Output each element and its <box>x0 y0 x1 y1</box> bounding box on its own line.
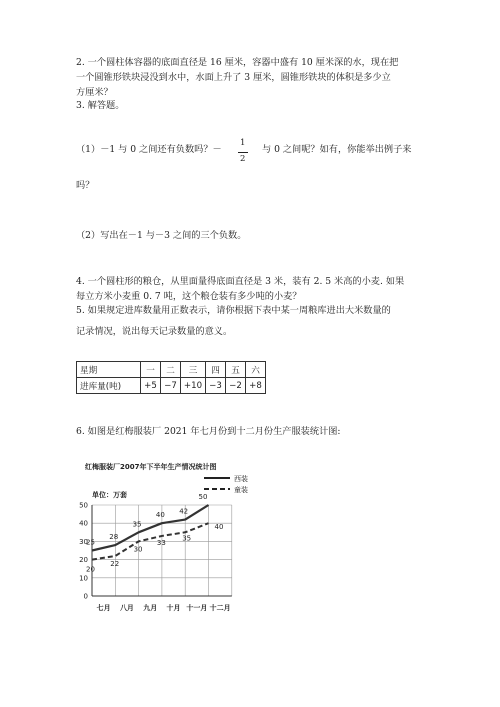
data-label: 25 <box>86 538 95 547</box>
q3-part2: （2）写出在－1 与－3 之间的三个负数。 <box>76 230 247 241</box>
x-tick-label: 十二月 <box>209 604 231 612</box>
table-cell-value: +10 <box>181 378 206 394</box>
q3-part1-after: 与 0 之间呢？如有，你能举出例子来 <box>262 144 412 155</box>
y-tick-label: 50 <box>79 501 88 510</box>
data-label: 30 <box>133 545 143 554</box>
table-cell-value: +8 <box>246 378 266 394</box>
q2-line-1: 2. 一个圆柱体容器的底面直径是 16 厘米，容器中盛有 10 厘米深的水，现在把 <box>76 57 399 68</box>
q2-line-2: 一个圆锥形铁块浸没到水中，水面上升了 3 厘米，圆锥形铁块的体积是多少立 <box>76 72 391 83</box>
q5-line-2: 记录情况，说出每天记录数量的意义。 <box>76 326 233 337</box>
table-cell-day: 二 <box>161 362 181 378</box>
chart-title: 红梅服装厂2007年下半年生产情况统计图 <box>85 463 217 471</box>
chart-unit-label: 单位：万套 <box>92 491 127 499</box>
table-header-quantity: 进库量(吨) <box>77 378 141 394</box>
y-tick-label: 10 <box>79 574 88 583</box>
x-tick-label: 八月 <box>119 604 134 612</box>
q5-line-1: 5. 如果规定进库数量用正数表示，请你根据下表中某一周粮库进出大米数量的 <box>76 305 391 316</box>
y-tick-label: 0 <box>83 592 88 601</box>
data-label: 33 <box>156 538 166 547</box>
q4-line-2: 每立方米小麦重 0. 7 吨，这个粮仓装有多少吨的小麦？ <box>76 291 302 302</box>
data-label: 40 <box>214 523 224 532</box>
table-cell-day: 三 <box>181 362 206 378</box>
q4-line-1: 4. 一个圆柱形的粮仓，从里面量得底面直径是 3 米，装有 2. 5 米高的小麦. 如果 <box>76 276 405 287</box>
table-cell-day: 一 <box>141 362 161 378</box>
table-cell-day: 五 <box>226 362 246 378</box>
y-tick-label: 40 <box>79 519 88 528</box>
table-cell-value: −7 <box>161 378 181 394</box>
legend-label-series-2: 童装 <box>234 486 248 494</box>
q3-fraction-denominator: 2 <box>240 154 246 164</box>
table-cell-value: −2 <box>226 378 246 394</box>
q6-text: 6. 如图是红梅服装厂 2021 年七月份到十二月份生产服装统计图: <box>76 426 341 437</box>
y-tick-label: 20 <box>79 556 88 565</box>
y-tick-label: 30 <box>79 537 88 546</box>
x-tick-label: 十一月 <box>186 604 208 612</box>
q2-line-3: 方厘米？ <box>76 87 113 98</box>
x-tick-label: 十月 <box>166 604 181 612</box>
table-cell-day: 六 <box>246 362 266 378</box>
legend-label-series-1: 西装 <box>234 475 248 483</box>
data-label: 20 <box>86 565 95 574</box>
series-line-1 <box>92 505 209 554</box>
table-cell-day: 四 <box>206 362 226 378</box>
q3-fraction-numerator: 1 <box>240 138 246 148</box>
data-label: 35 <box>182 534 192 543</box>
q3-title: 3. 解答题。 <box>76 100 125 111</box>
q3-part1-cont: 吗？ <box>76 180 95 191</box>
data-label: 22 <box>110 559 120 568</box>
table-header-weekday: 星期 <box>77 362 141 378</box>
data-label: 40 <box>155 511 165 520</box>
x-tick-label: 九月 <box>143 604 158 612</box>
data-label: 42 <box>179 507 189 516</box>
data-label: 28 <box>109 533 119 542</box>
table-cell-value: +5 <box>141 378 161 394</box>
data-label: 35 <box>132 520 142 529</box>
q3-part1-before: （1）－1 与 0 之间还有负数吗？－ <box>76 144 222 155</box>
data-label: 50 <box>198 493 208 501</box>
x-tick-label: 七月 <box>96 604 111 612</box>
table-cell-value: −3 <box>206 378 226 394</box>
